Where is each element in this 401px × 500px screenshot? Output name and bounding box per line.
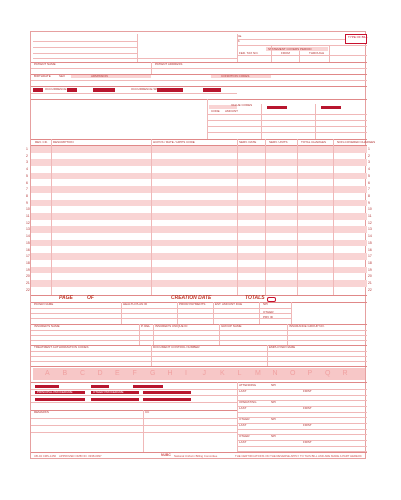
divider <box>151 139 152 295</box>
dx-code-letter: N <box>272 370 278 377</box>
divider <box>51 139 52 295</box>
rev-cd-header: REV. CD. <box>35 140 48 144</box>
provider-last-label: LAST <box>239 389 247 393</box>
line-number-left: 15 <box>26 240 30 245</box>
rule <box>237 45 367 46</box>
service-line-band <box>31 159 367 166</box>
from-label: FROM <box>281 51 290 55</box>
sex-label: SEX <box>59 74 66 78</box>
service-line-band <box>31 280 367 287</box>
dx-code-letter: R <box>342 370 348 377</box>
dx-code-letter: A <box>45 370 50 377</box>
rule <box>31 382 367 383</box>
service-line-band <box>31 226 367 233</box>
line-number-right: 7 <box>368 187 370 192</box>
rule <box>31 366 367 367</box>
p-rel-label: P. REL <box>141 324 151 328</box>
value-code-bar <box>267 106 287 109</box>
provider-label: OPERATING <box>239 400 257 404</box>
line-number-right: 17 <box>368 254 372 259</box>
remarks-label: REMARKS <box>34 410 49 414</box>
provider-npi-label: NPI <box>271 417 277 421</box>
rule <box>31 340 367 341</box>
provider-last-label: LAST <box>239 440 247 444</box>
rule <box>207 132 367 133</box>
service-line-band <box>31 253 367 260</box>
dx-code-letter: I <box>185 370 187 377</box>
rule <box>237 417 367 418</box>
provider-first-label: FIRST <box>303 406 312 410</box>
line-number-left: 12 <box>26 220 30 225</box>
divider <box>315 104 316 139</box>
provider-first-label: FIRST <box>303 423 312 427</box>
line-number-left: 6 <box>26 180 28 185</box>
line-number-left: 9 <box>26 200 28 205</box>
value-code-bar <box>321 106 341 109</box>
rule <box>207 126 367 127</box>
occurrence-code-bar <box>67 88 77 92</box>
line-number-left: 8 <box>26 193 28 198</box>
employer-name-label: EMPLOYER NAME <box>269 345 296 349</box>
health-plan-id-label: HEALTH PLAN ID <box>123 302 148 306</box>
divider <box>177 302 178 324</box>
line-number-left: 19 <box>26 267 30 272</box>
line-number-left: 7 <box>26 187 28 192</box>
admit-dx-bar <box>35 385 59 388</box>
divider <box>139 324 140 345</box>
type-of-bill-box[interactable] <box>345 34 367 44</box>
provider-first-label: FIRST <box>303 389 312 393</box>
line-number-left: 11 <box>26 214 30 218</box>
rule <box>31 418 237 419</box>
rule <box>237 412 367 413</box>
line-number-left: 10 <box>26 207 30 212</box>
rule <box>31 356 367 357</box>
rule <box>31 330 367 331</box>
line-number-right: 14 <box>368 234 372 239</box>
line-number-right: 2 <box>368 153 370 158</box>
rule <box>237 434 367 435</box>
line-number-left: 22 <box>26 287 30 292</box>
dx-code-letter: K <box>220 370 225 377</box>
creation-date-label: CREATION DATE <box>171 295 212 301</box>
totals-indicator <box>267 297 276 302</box>
provider-first-label: FIRST <box>303 440 312 444</box>
rule <box>31 361 367 362</box>
occurrence-label: OCCURRENCE <box>45 87 67 91</box>
rule <box>31 351 367 352</box>
dx-code-letter: B <box>62 370 68 377</box>
service-line-band <box>31 267 367 274</box>
amount-label: AMOUNT <box>225 109 238 113</box>
prior-payments-label: PRIOR PAYMENTS <box>179 302 206 306</box>
rule <box>31 432 237 433</box>
line-number-left: 16 <box>26 247 30 252</box>
value-codes-label: VALUE CODES <box>231 103 253 107</box>
rule <box>237 39 347 40</box>
line-number-right: 15 <box>368 240 372 245</box>
occurrence-span-label: OCCURRENCE SPAN <box>131 87 162 91</box>
rule <box>237 406 367 407</box>
rule <box>237 395 367 396</box>
through-label: THROUGH <box>309 51 325 55</box>
of-label: OF <box>87 295 94 301</box>
footer-approved: APPROVED OMB NO. 0938-0997 <box>59 454 102 458</box>
hcpcs-header: HCPCS / RATE / HIPPS CODE <box>153 140 195 144</box>
line-number-right: 4 <box>368 167 370 172</box>
rule <box>31 308 291 309</box>
line-number-right: 8 <box>368 193 370 198</box>
pat-cntl-label: 3a <box>238 34 242 38</box>
line-number-right: 6 <box>368 180 370 185</box>
rule <box>237 446 367 447</box>
birthdate-label: BIRTHDATE <box>34 74 51 78</box>
divider <box>291 302 292 324</box>
provider-last-label: LAST <box>239 423 247 427</box>
description-header: DESCRIPTION <box>53 140 74 144</box>
divider <box>265 139 266 295</box>
insurance-group-label: INSURANCE GROUP NO. <box>289 324 325 328</box>
fed-tax-label: FED. TAX NO. <box>239 51 259 55</box>
rule <box>31 86 367 87</box>
provider-label: OTHER <box>239 417 250 421</box>
dx-code-letter: Q <box>325 370 331 377</box>
provider-label: ATTENDING <box>239 383 257 387</box>
rule <box>33 41 137 42</box>
line-number-left: 2 <box>26 153 28 158</box>
divider <box>297 139 298 295</box>
divider <box>261 104 262 139</box>
dx-code-letter: C <box>80 370 86 377</box>
rule <box>137 58 237 59</box>
service-line-band <box>31 146 367 153</box>
dx-code-letter: P <box>307 370 313 377</box>
rule <box>237 429 367 430</box>
prv-id-label: PRV ID <box>263 315 273 319</box>
provider-last-label: LAST <box>239 406 247 410</box>
divider <box>143 410 144 452</box>
line-number-right: 22 <box>368 287 372 292</box>
footer-nubc: NUBC <box>161 453 171 457</box>
line-number-left: 20 <box>26 274 30 279</box>
line-number-right: 18 <box>368 260 372 265</box>
other-procedure-label: OTHER PROCEDURE <box>93 390 124 395</box>
rule <box>31 452 367 453</box>
line-number-right: 13 <box>368 227 372 232</box>
dx-code-letter: L <box>237 370 242 377</box>
line-number-left: 21 <box>26 281 30 285</box>
line-number-left: 3 <box>26 160 28 165</box>
footer-nubc-sub: National Uniform Billing Committee <box>174 454 218 458</box>
divider <box>333 139 334 295</box>
divider <box>267 345 268 366</box>
statement-covers-label: STATEMENT COVERS PERIOD <box>268 46 312 51</box>
type-of-bill-label: TYPE OF BILL <box>348 35 368 39</box>
total-charges-header: TOTAL CHARGES <box>301 140 326 144</box>
line-number-right: 5 <box>368 173 370 178</box>
ub04-claim-form <box>26 31 376 459</box>
rule <box>33 58 137 59</box>
rule <box>31 395 237 396</box>
divider <box>299 51 300 62</box>
line-number-left: 13 <box>26 227 30 232</box>
divider <box>121 302 122 324</box>
condition-codes-label: CONDITION CODES <box>221 74 250 78</box>
line-number-right: 12 <box>368 220 372 225</box>
line-number-left: 14 <box>26 234 30 239</box>
rule <box>31 80 367 81</box>
provider-label: OTHER <box>239 434 250 438</box>
document-control-label: DOCUMENT CONTROL NUMBER <box>153 345 200 349</box>
dx-code-letter: J <box>202 370 206 377</box>
dx-code-letter: H <box>167 370 173 377</box>
rule <box>31 68 367 69</box>
rule <box>31 93 237 94</box>
line-number-right: 11 <box>368 214 372 218</box>
rule <box>31 410 237 411</box>
pps-code-bar <box>91 385 109 388</box>
divider <box>153 324 154 345</box>
totals-label: TOTALS <box>245 295 265 301</box>
divider <box>207 99 208 139</box>
rule <box>237 440 367 441</box>
dx-code-letter: G <box>150 370 156 377</box>
divider <box>151 345 152 366</box>
line-number-right: 21 <box>368 281 372 285</box>
other-procedure-bar-4 <box>91 398 139 401</box>
service-line-band <box>31 186 367 193</box>
service-line-band <box>31 213 367 220</box>
rule <box>31 99 367 100</box>
divider <box>213 302 214 324</box>
provider-npi-label: NPI <box>271 383 277 387</box>
dx-code-letter: D <box>97 370 103 377</box>
patient-name-label: PATIENT NAME <box>34 62 56 66</box>
line-number-right: 9 <box>368 200 370 205</box>
service-line-band <box>31 240 367 247</box>
insured-id-label: INSURED'S UNIQUE ID <box>155 324 188 328</box>
divider <box>259 302 260 324</box>
line-number-right: 3 <box>368 160 370 165</box>
rule <box>31 335 367 336</box>
dx-code-letter: O <box>290 370 296 377</box>
npi-label: NPI <box>263 302 269 306</box>
rule <box>207 120 367 121</box>
service-line-band <box>31 173 367 180</box>
rule <box>31 62 367 63</box>
cc-label: CC <box>145 410 150 414</box>
provider-npi-label: NPI <box>271 400 277 404</box>
other-procedure-bar-2 <box>143 391 191 394</box>
rule <box>237 389 367 390</box>
rule <box>33 47 137 48</box>
treatment-auth-label: TREATMENT AUTHORIZATION CODES <box>34 345 89 349</box>
serv-units-header: SERV. UNITS <box>269 140 288 144</box>
other-procedure-bar-3 <box>35 398 85 401</box>
insured-name-label: INSURED'S NAME <box>34 324 60 328</box>
rule <box>237 55 367 56</box>
rule <box>33 53 137 54</box>
payer-name-label: PAYER NAME <box>34 302 54 306</box>
divider <box>329 45 330 62</box>
line-number-right: 1 <box>368 147 370 151</box>
line-number-left: 1 <box>26 147 28 151</box>
rule <box>237 400 367 401</box>
med-rec-label: b <box>238 39 240 43</box>
rule <box>207 114 367 115</box>
admission-band <box>71 75 151 78</box>
occurrence-span-bar <box>203 88 221 92</box>
occurrence-code-bar <box>33 88 43 92</box>
serv-date-header: SERV. DATE <box>239 140 257 144</box>
line-number-left: 5 <box>26 173 28 178</box>
code-label: CODE <box>211 109 220 113</box>
occurrence-code-bar <box>93 88 115 92</box>
non-covered-header: NON-COVERED CHARGES <box>337 140 376 144</box>
line-number-left: 4 <box>26 167 28 172</box>
line-number-left: 17 <box>26 254 30 259</box>
admission-label: ADMISSION <box>91 74 108 78</box>
patient-address-label: PATIENT ADDRESS <box>155 62 183 66</box>
line-number-right: 10 <box>368 207 372 212</box>
divider <box>287 324 288 345</box>
line-number-right: 19 <box>368 267 372 272</box>
provider-npi-label: NPI <box>271 434 277 438</box>
divider <box>237 139 238 295</box>
line-number-left: 18 <box>26 260 30 265</box>
group-name-label: GROUP NAME <box>221 324 242 328</box>
page-label: PAGE <box>59 295 73 301</box>
other-label: OTHER <box>263 310 274 314</box>
service-line-band <box>31 200 367 207</box>
dx-code-letter: F <box>132 370 137 377</box>
divider <box>271 45 272 62</box>
footer-form-id: UB-04 CMS-1450 <box>34 454 57 458</box>
rule <box>31 402 237 403</box>
rule <box>31 425 237 426</box>
divider <box>219 324 220 345</box>
line-number-right: 16 <box>368 247 372 252</box>
line-number-right: 20 <box>368 274 372 279</box>
est-amount-due-label: EST. AMOUNT DUE <box>215 302 243 306</box>
dx-code-letter: M <box>255 370 261 377</box>
footer-certification: THE CERTIFICATIONS ON THE REVERSE APPLY TO THIS BILL AND ARE MADE A PART HEREOF. <box>235 454 363 458</box>
other-procedure-bar-5 <box>143 398 191 401</box>
rule <box>237 423 367 424</box>
principal-procedure-label: PRINCIPAL PROCEDURE <box>37 390 73 395</box>
ecode-bar <box>133 385 163 388</box>
dx-code-letter: E <box>115 370 120 377</box>
